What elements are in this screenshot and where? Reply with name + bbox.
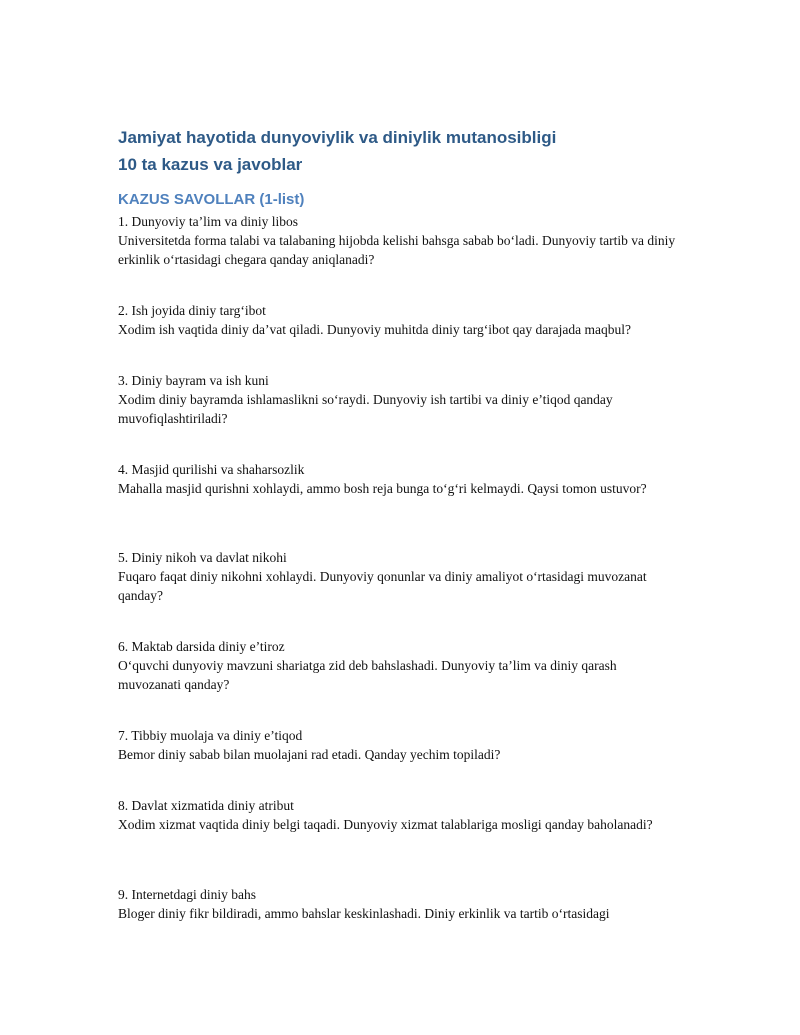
case-body: O‘quvchi dunyoviy mavzuni shariatga zid deb bahslashadi. Dunyoviy ta’lim va diniy qarash muvozanati qanday? bbox=[118, 658, 617, 692]
case-body: Fuqaro faqat diniy nikohni xohlaydi. Dunyoviy qonunlar va diniy amaliyot o‘rtasidagi muvozanat qanday? bbox=[118, 569, 647, 603]
section-heading: KAZUS SAVOLLAR (1-list) bbox=[118, 191, 305, 208]
document-title-line-2: 10 ta kazus va javoblar bbox=[118, 155, 303, 174]
case-title: 2. Ish joyida diniy targ‘ibot bbox=[118, 303, 266, 318]
case-8 bbox=[118, 796, 678, 834]
case-title: 9. Internetdagi diniy bahs bbox=[118, 887, 256, 902]
case-body: Mahalla masjid qurishni xohlaydi, ammo bosh reja bunga to‘g‘ri kelmaydi. Qaysi tomon ustuvor? bbox=[118, 481, 647, 496]
case-title: 4. Masjid qurilishi va shaharsozlik bbox=[118, 462, 305, 477]
case-title: 1. Dunyoviy ta’lim va diniy libos bbox=[118, 214, 298, 229]
case-7 bbox=[118, 726, 678, 764]
case-body: Xodim xizmat vaqtida diniy belgi taqadi. Dunyoviy xizmat talablariga mosligi qanday baholanadi? bbox=[118, 817, 653, 832]
case-5 bbox=[118, 548, 678, 605]
case-body: Xodim diniy bayramda ishlamaslikni so‘raydi. Dunyoviy ish tartibi va diniy e’tiqod qanday muvofiqlashtiriladi? bbox=[118, 392, 613, 426]
case-body: Universitetda forma talabi va talabaning hijobda kelishi bahsga sabab bo‘ladi. Dunyoviy tartib va diniy erkinlik o‘rtasidagi chegara qanday aniqlanadi? bbox=[118, 233, 676, 267]
case-title: 5. Diniy nikoh va davlat nikohi bbox=[118, 550, 287, 565]
case-body: Xodim ish vaqtida diniy da’vat qiladi. Dunyoviy muhitda diniy targ‘ibot qay darajada maqbul? bbox=[118, 322, 632, 337]
case-body: Bemor diniy sabab bilan muolajani rad etadi. Qanday yechim topiladi? bbox=[118, 747, 501, 762]
case-4 bbox=[118, 460, 678, 498]
document-title bbox=[118, 124, 718, 178]
case-title: 8. Davlat xizmatida diniy atribut bbox=[118, 798, 294, 813]
case-3 bbox=[118, 371, 678, 428]
case-1 bbox=[118, 212, 678, 269]
case-body: Bloger diniy fikr bildiradi, ammo bahslar keskinlashadi. Diniy erkinlik va tartib o‘rtasidagi bbox=[118, 906, 610, 921]
case-2 bbox=[118, 301, 678, 339]
case-title: 6. Maktab darsida diniy e’tiroz bbox=[118, 639, 285, 654]
document-title-line-1: Jamiyat hayotida dunyoviylik va diniylik mutanosibligi bbox=[118, 128, 557, 147]
case-title: 7. Tibbiy muolaja va diniy e’tiqod bbox=[118, 728, 303, 743]
case-6 bbox=[118, 637, 678, 694]
case-title: 3. Diniy bayram va ish kuni bbox=[118, 373, 269, 388]
case-9 bbox=[118, 885, 678, 923]
